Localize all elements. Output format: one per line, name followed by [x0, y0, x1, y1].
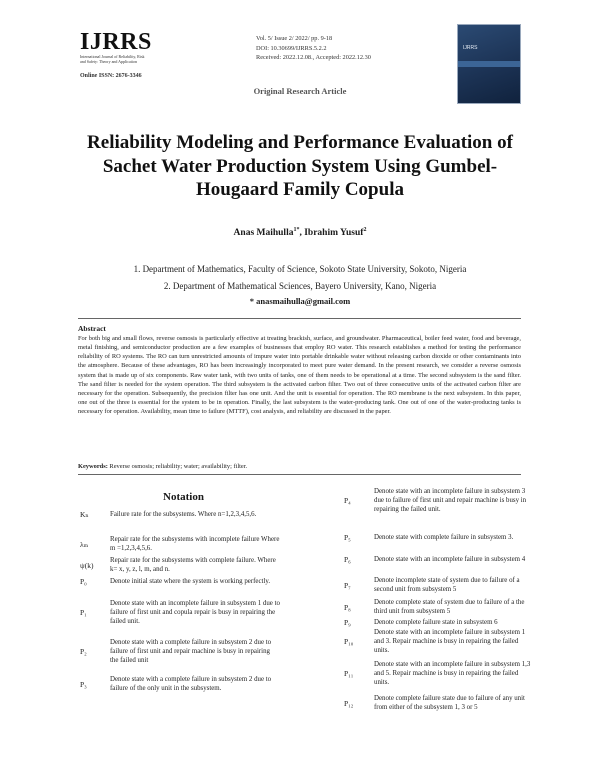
notation-row — [344, 487, 534, 515]
affiliation-1: 1. Department of Mathematics, Faculty of Science, Sokoto State University, Sokoto, Nigeria — [133, 264, 467, 274]
authors — [0, 227, 600, 238]
notation-desc: Denote state with a complete failure in subsystem 2 due to failure of the only unit in the subsystem. — [110, 676, 272, 693]
notation-symbol: P₆ — [344, 555, 351, 565]
notation-row — [344, 628, 534, 656]
notation-symbol: P₇ — [344, 580, 351, 590]
paper-title: Reliability Modeling and Performance Evaluation of Sachet Water Production System Using Gumbel- Hougaard Family Copula — [87, 132, 513, 200]
notation-desc: Denote state with an incomplete failure in subsystem 1,3 and 5. Repair machine is busy in repairing the failed units. — [374, 661, 531, 687]
divider-bottom — [78, 474, 521, 475]
notation-row — [80, 556, 280, 574]
notation-row — [344, 555, 534, 564]
notation-desc: Denote state with complete failure in subsystem 3. — [374, 534, 514, 541]
notation-symbol: P₉ — [344, 618, 351, 628]
notation-symbol: P₄ — [344, 496, 351, 506]
notation-desc: Denote state with an incomplete failure in subsystem 1 and 3. Repair machine is busy in repairing the failed units. — [374, 629, 526, 655]
cover-stripe — [458, 61, 520, 67]
notation-row — [80, 510, 280, 519]
abstract-text: For both big and small flows, reverse osmosis is particularly effective at treating brackish, surface, and groundwater. Pharmaceutical, boiler feed water, food and beverage, metal finishing, and semiconductor production are a few examples of businesses that employ RO water. This research establishes a method for testing the performance reliability of RO systems. The RO can turn unrestricted amounts of impure water into portable drinkable water without releasing carbon dioxide or other contaminants into the atmosphere. Because of these advantages, RO has been increasingly incorporated to meet pure water demand. In the present research, we consider a reverse osmosis system that is made up of six components. Raw water tank, with two units of tanks, one of them needs to be operational at a time. The second subsystem is the sand filter. The sand filter is needed for the system operation. The third subsystem is the activated carbon filter. Two out of three consecutive units of the activated carbon filter are necessary for the operation. Subsequently, the precision filter has one unit. And the unit is essential for operation. The RO membrane is the next subsystem. In this paper, one out of the three is essential for the system to be in operation. Finally, the last subsystem is the water-producing tank. One out of one of the water-producing tanks is necessary for operation. Availability, mean time to failure (MTTF), cost analysis, and reliability are discussed in the paper. — [78, 335, 521, 416]
notation-symbol: λₘ — [80, 539, 89, 549]
notation-desc: Denote complete state of system due to failure of a the third unit from subsystem 5 — [374, 599, 525, 616]
keywords-text: Reverse osmosis; reliability; water; availability; filter. — [107, 463, 248, 470]
notation-row — [80, 599, 280, 627]
notation-desc: Failure rate for the subsystems. Where n=1,2,3,4,5,6. — [110, 511, 257, 518]
corresponding-email[interactable]: * anasmaihulla@gmail.com — [249, 296, 351, 306]
cover-text: IJRRS — [463, 45, 478, 51]
keywords-label: Keywords: — [78, 463, 108, 470]
doi-line: DOI: 10.30699/IJRRS.5.2.2 — [256, 44, 327, 52]
affiliation-2: 2. Department of Mathematical Sciences, Bayero University, Kano, Nigeria — [163, 281, 437, 291]
abstract-heading: Abstract — [78, 324, 106, 333]
notation-row — [344, 533, 534, 542]
notation-row — [344, 660, 534, 688]
notation-desc: Denote initial state where the system is working perfectly. — [110, 578, 271, 585]
notation-symbol: P₅ — [344, 533, 351, 543]
notation-row — [344, 576, 534, 594]
online-issn: Online ISSN: 2676-3346 — [80, 73, 142, 79]
logo-subtext: International Journal of Reliability, Risk and Safety: Theory and Application — [80, 54, 145, 64]
notation-symbol: P₃ — [80, 679, 87, 689]
author-2: Ibrahim Yusuf — [304, 228, 364, 239]
notation-row — [344, 618, 534, 627]
article-meta — [256, 34, 371, 63]
dates-line: Received: 2022.12.08., Accepted: 2022.12.30 — [256, 54, 371, 61]
keywords — [78, 463, 247, 470]
author-1: Anas Maihulla — [233, 228, 294, 239]
notation-symbol: P₁ — [80, 608, 87, 618]
notation-symbol: P₁₁ — [344, 669, 354, 679]
author-separator: , — [299, 228, 305, 239]
divider-top — [78, 318, 521, 319]
notation-desc: Repair rate for the subsystems with complete failure. Where k= x, y, z, l, m, and n. — [110, 557, 276, 574]
author-2-affil: 2 — [363, 227, 367, 233]
notation-symbol: P₀ — [80, 577, 87, 587]
notation-symbol: P₁₀ — [344, 637, 354, 647]
notation-symbol: Kₙ — [80, 510, 89, 520]
notation-desc: Denote incomplete state of system due to failure of a second unit from subsystem 5 — [374, 577, 520, 594]
notation-row — [344, 598, 534, 616]
notation-desc: Denote state with an incomplete failure in subsystem 1 due to failure of first unit and copula repair is busy in repairing the failed unit. — [110, 600, 280, 626]
notation-desc: Denote complete failure state in subsystem 6 — [374, 619, 498, 626]
notation-row — [80, 675, 280, 693]
notation-row — [80, 638, 280, 666]
notation-symbol: ψ(k) — [80, 560, 94, 570]
article-type: Original Research Article — [253, 86, 347, 96]
notation-row — [344, 694, 534, 712]
notation-heading: Notation — [163, 491, 204, 503]
volume-line: Vol. 5/ Issue 2/ 2022/ pp. 9-18 — [256, 35, 333, 42]
notation-row — [80, 577, 280, 586]
notation-symbol: P₈ — [344, 602, 351, 612]
notation-desc: Repair rate for the subsystems with incomplete failure Where m =1,2,3,4,5,6. — [110, 536, 280, 553]
notation-desc: Denote state with an incomplete failure in subsystem 3 due to failure of first unit and repair machine is busy in repairing the failed unit. — [374, 488, 527, 514]
logo-text: IJRRS — [80, 29, 152, 55]
notation-desc: Denote state with an incomplete failure in subsystem 4 — [374, 556, 526, 563]
author-1-affil: 1* — [293, 227, 300, 233]
notation-row — [80, 535, 280, 553]
notation-symbol: P₁₂ — [344, 698, 354, 708]
journal-logo — [80, 30, 152, 64]
notation-desc: Denote complete failure state due to failure of any unit from either of the subsystem 1, 3 or 5 — [374, 695, 525, 712]
notation-symbol: P₂ — [80, 647, 87, 657]
notation-desc: Denote state with a complete failure in subsystem 2 due to failure of first unit and repair machine is busy in repairing the failed unit — [110, 639, 272, 665]
